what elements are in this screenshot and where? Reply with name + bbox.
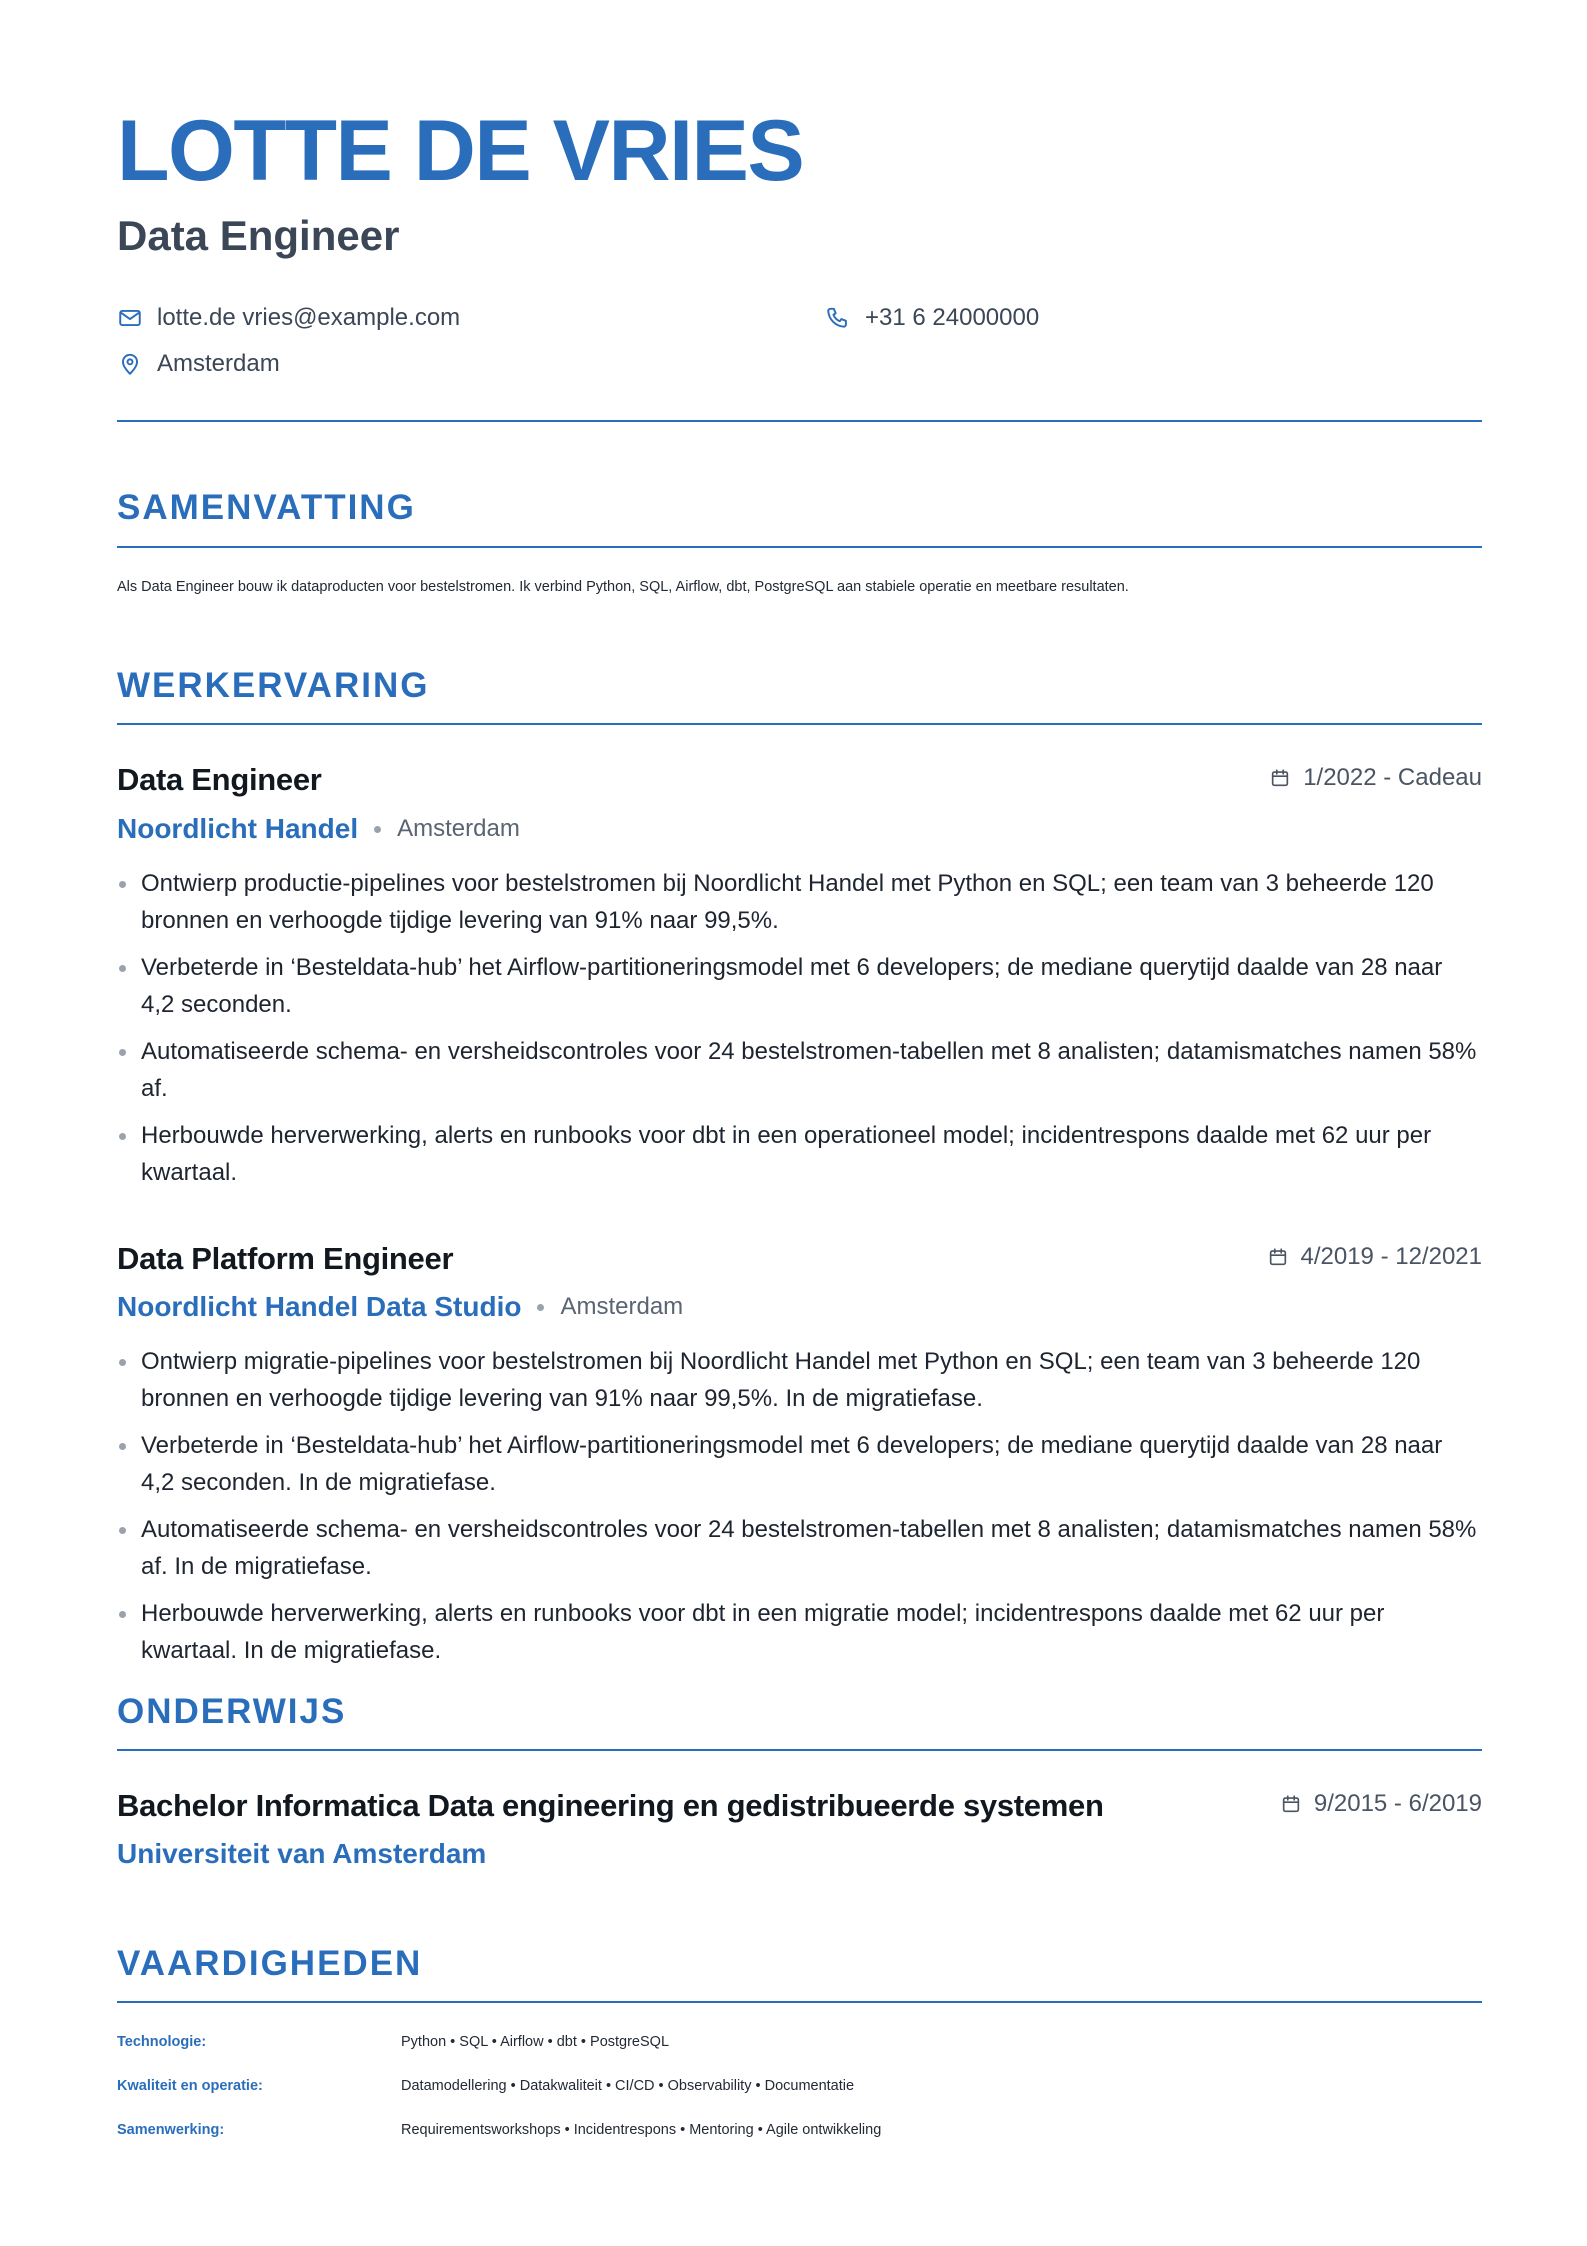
candidate-name: LOTTE DE VRIES <box>117 103 804 199</box>
skill-row <box>117 2079 854 2094</box>
education-heading: ONDERWIJS <box>117 1692 347 1731</box>
job-location: Amsterdam <box>397 815 520 842</box>
list-item: Verbeterde in ‘Besteldata-hub’ het Airflow-partitioneringsmodel met 6 developers; de mediane querytijd daalde van 28 naar 4,2 seconden. In de migratiefase. <box>117 1427 1482 1501</box>
mail-icon <box>117 305 143 331</box>
calendar-icon <box>1267 1246 1289 1268</box>
education-date <box>1280 1792 1482 1816</box>
email-text: lotte.de vries@example.com <box>157 304 461 331</box>
summary-divider <box>117 546 1482 548</box>
job-title: Data Engineer <box>117 762 322 797</box>
calendar-icon <box>1280 1793 1302 1815</box>
job-date <box>1269 766 1482 790</box>
skills-heading: VAARDIGHEDEN <box>117 1944 423 1983</box>
separator-dot <box>374 826 381 833</box>
location-pin-icon <box>117 351 143 377</box>
list-item: Herbouwde herverwerking, alerts en runbooks voor dbt in een operationeel model; incidentrespons daalde met 62 uur per kwartaal. <box>117 1117 1482 1191</box>
job-company: Noordlicht Handel <box>117 813 359 844</box>
education-date-text: 9/2015 - 6/2019 <box>1313 1790 1482 1817</box>
skill-label: Samenwerking: <box>117 2122 225 2138</box>
location-text: Amsterdam <box>157 350 280 377</box>
list-item: Ontwierp migratie-pipelines voor bestelstromen bij Noordlicht Handel met Python en SQL; een team van 3 beheerde 120 bronnen en verhoogde tijdige levering van 91% naar 99,5%. In de migratiefase. <box>117 1343 1482 1417</box>
summary-heading: SAMENVATTING <box>117 488 416 527</box>
list-item: Ontwierp productie-pipelines voor bestelstromen bij Noordlicht Handel met Python en SQL; een team van 3 beheerde 120 bronnen en verhoogde tijdige levering van 91% naar 99,5%. <box>117 865 1482 939</box>
job-company: Noordlicht Handel Data Studio <box>117 1291 522 1322</box>
experience-divider <box>117 723 1482 725</box>
list-item: Herbouwde herverwerking, alerts en runbooks voor dbt in een migratie model; incidentrespons daalde met 62 uur per kwartaal. In de migratiefase. <box>117 1595 1482 1669</box>
job-company-line <box>117 1293 683 1321</box>
job-date-text: 4/2019 - 12/2021 <box>1300 1243 1482 1270</box>
job-bullets <box>117 865 1482 1201</box>
skill-value: Requirementsworkshops • Incidentrespons • Mentoring • Agile ontwikkeling <box>401 2122 882 2138</box>
school-line <box>117 1840 486 1868</box>
contact-phone[interactable] <box>825 305 1039 331</box>
contact-location <box>117 351 280 377</box>
list-item: Verbeterde in ‘Besteldata-hub’ het Airflow-partitioneringsmodel met 6 developers; de mediane querytijd daalde van 28 naar 4,2 seconden. <box>117 949 1482 1023</box>
phone-icon <box>825 305 851 331</box>
job-title: Data Platform Engineer <box>117 1241 454 1276</box>
skills-divider <box>117 2001 1482 2003</box>
candidate-title: Data Engineer <box>117 212 400 259</box>
education-divider <box>117 1749 1482 1751</box>
job-date-text: 1/2022 - Cadeau <box>1303 764 1482 791</box>
phone-text: +31 6 24000000 <box>865 304 1040 331</box>
skill-value: Python • SQL • Airflow • dbt • PostgreSQL <box>401 2034 670 2050</box>
skill-label: Technologie: <box>117 2034 207 2050</box>
skill-row <box>117 2035 669 2050</box>
job-company-line <box>117 815 520 843</box>
list-item: Automatiseerde schema- en versheidscontroles voor 24 bestelstromen-tabellen met 8 analisten; datamismatches namen 58% af. In de migratiefase. <box>117 1511 1482 1585</box>
degree-title: Bachelor Informatica Data engineering en gedistribueerde systemen <box>117 1788 1104 1823</box>
skill-value: Datamodellering • Datakwaliteit • CI/CD • Observability • Documentatie <box>401 2078 855 2094</box>
job-date <box>1267 1245 1483 1269</box>
calendar-icon <box>1269 767 1291 789</box>
list-item: Automatiseerde schema- en versheidscontroles voor 24 bestelstromen-tabellen met 8 analisten; datamismatches namen 58% af. <box>117 1033 1482 1107</box>
separator-dot <box>537 1304 544 1311</box>
contact-email[interactable] <box>117 305 460 331</box>
header-divider <box>117 420 1482 422</box>
skill-row <box>117 2123 881 2138</box>
experience-heading: WERKERVARING <box>117 666 430 705</box>
school-name: Universiteit van Amsterdam <box>117 1838 487 1869</box>
job-location: Amsterdam <box>560 1293 684 1320</box>
skill-label: Kwaliteit en operatie: <box>117 2078 263 2094</box>
summary-text: Als Data Engineer bouw ik dataproducten voor bestelstromen. Ik verbind Python, SQL, Airflow, dbt, PostgreSQL aan stabiele operatie en meetbare resultaten. <box>117 579 1129 595</box>
job-bullets <box>117 1343 1482 1679</box>
